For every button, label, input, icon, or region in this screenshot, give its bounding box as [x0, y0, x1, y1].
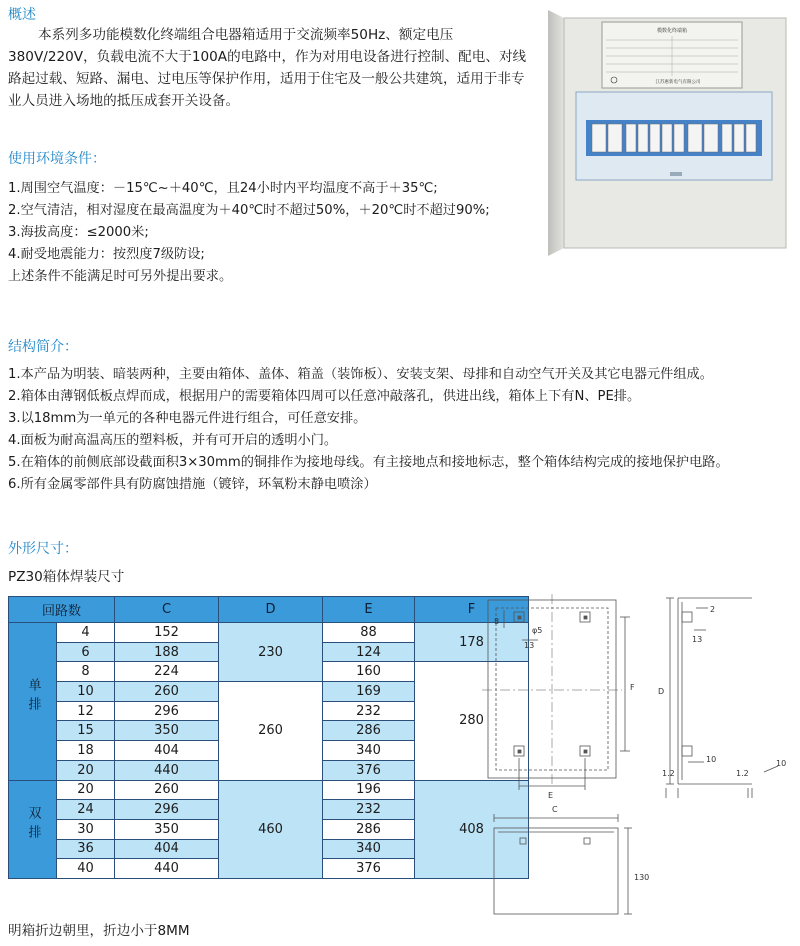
- cell-f: 280: [415, 662, 529, 780]
- cell-c: 260: [115, 780, 219, 800]
- header-c: C: [115, 597, 219, 623]
- cell-circuits: 10: [57, 682, 115, 702]
- footer-note: 明箱折边朝里，折边小于8MM: [8, 923, 190, 939]
- overview-title: 概述: [8, 7, 36, 23]
- label-f: F: [630, 683, 635, 692]
- cell-circuits: 40: [57, 859, 115, 879]
- label-10-outer: 10: [776, 759, 787, 768]
- cell-e: 286: [323, 819, 415, 839]
- cell-circuits: 4: [57, 623, 115, 643]
- header-circuits: 回路数: [9, 597, 115, 623]
- dimension-table: [8, 596, 529, 879]
- cell-c: 224: [115, 662, 219, 682]
- cell-c: 296: [115, 800, 219, 820]
- cell-e: 232: [323, 800, 415, 820]
- label-e: E: [548, 791, 554, 800]
- cell-c: 404: [115, 741, 219, 761]
- cell-circuits: 36: [57, 839, 115, 859]
- cell-circuits: 12: [57, 701, 115, 721]
- cell-e: 286: [323, 721, 415, 741]
- cell-c: 260: [115, 682, 219, 702]
- cell-d: 230: [219, 623, 323, 682]
- side-view: [658, 598, 786, 798]
- label-13-side: 13: [692, 635, 703, 644]
- cell-d: 460: [219, 780, 323, 878]
- cell-circuits: 15: [57, 721, 115, 741]
- cell-circuits: 20: [57, 760, 115, 780]
- double-row-label: 双排: [9, 780, 57, 878]
- label-10-inner: 10: [706, 755, 717, 764]
- top-view: [494, 805, 649, 914]
- structure-item: 4.面板为耐高温高压的塑料板，并有可开启的透明小门。: [8, 433, 338, 448]
- structure-title: 结构简介：: [8, 339, 78, 355]
- cell-e: 340: [323, 741, 415, 761]
- label-130: 130: [634, 873, 650, 882]
- cell-e: 340: [323, 839, 415, 859]
- table-row: [9, 780, 529, 800]
- label-1-2-right: 1.2: [736, 769, 749, 778]
- structure-item: 1.本产品为明装、暗装两种，主要由箱体、盖体、箱盖（装饰板）、安装支架、母排和自动空气开关及其它电器元件组成。: [8, 367, 713, 382]
- cell-c: 440: [115, 760, 219, 780]
- cell-c: 188: [115, 642, 219, 662]
- structure-item: 3.以18mm为一单元的各种电器元件进行组合，可任意安排。: [8, 411, 367, 426]
- header-f: F: [415, 597, 529, 623]
- label-8: 8: [494, 617, 500, 626]
- cell-e: 124: [323, 642, 415, 662]
- header-e: E: [323, 597, 415, 623]
- cell-c: 350: [115, 721, 219, 741]
- environment-title: 使用环境条件：: [8, 151, 106, 167]
- label-phi5: φ5: [532, 626, 543, 635]
- cell-c: 152: [115, 623, 219, 643]
- cell-f: 408: [415, 780, 529, 878]
- overview-text: 本系列多功能模数化终端组合电器箱适用于交流频率50Hz、额定电压380V/220V，负载电流不大于100A的电路中，作为对用电设备进行控制、配电、对线路起过载、短路、漏电、过电压等保护作用，适用于住宅及一般公共建筑，适用于非专业人员进入场地的抵压成套开关设备。: [8, 27, 527, 109]
- label-2: 2: [710, 605, 716, 614]
- cell-c: 440: [115, 859, 219, 879]
- header-d: D: [219, 597, 323, 623]
- door-latch: [670, 172, 682, 176]
- cell-c: 296: [115, 701, 219, 721]
- nameplate-company: 江苏惠新电气有限公司: [655, 80, 701, 85]
- environment-item: 2.空气清洁，相对湿度在最高温度为＋40℃时不超过50%，＋20℃时不超过90%;: [8, 203, 490, 218]
- cell-e: 232: [323, 701, 415, 721]
- structure-item: 2.箱体由薄钢低板点焊而成，根据用户的需要箱体四周可以任意冲敲落孔，供进出线，箱体上下有N、PE排。: [8, 389, 641, 404]
- cell-circuits: 20: [57, 780, 115, 800]
- product-photo: [540, 8, 796, 258]
- label-c: C: [552, 805, 558, 814]
- cell-e: 88: [323, 623, 415, 643]
- nameplate-title: 模数化终端箱: [656, 28, 688, 34]
- table-row: [9, 623, 529, 643]
- technical-drawing: [480, 590, 796, 920]
- cell-e: 196: [323, 780, 415, 800]
- front-view: [482, 594, 635, 800]
- environment-list: [8, 178, 528, 288]
- cell-f: 178: [415, 623, 529, 662]
- dimensions-title: 外形尺寸：: [8, 541, 78, 557]
- label-13: 13: [524, 641, 535, 650]
- structure-item: 6.所有金属零部件具有防腐蚀措施（镀锌，环氧粉末静电喷涂）: [8, 477, 377, 492]
- cell-circuits: 6: [57, 642, 115, 662]
- cell-circuits: 8: [57, 662, 115, 682]
- cell-e: 160: [323, 662, 415, 682]
- structure-item: 5.在箱体的前侧底部设截面积3×30mm的铜排作为接地母线。有主接地点和接地标志，整个箱体结构完成的接地保护电路。: [8, 455, 729, 470]
- label-d: D: [658, 687, 665, 696]
- dimensions-subtitle: PZ30箱体焊装尺寸: [8, 569, 125, 585]
- cell-e: 376: [323, 859, 415, 879]
- cell-e: 169: [323, 682, 415, 702]
- box-side: [548, 10, 564, 256]
- label-1-2-left: 1.2: [662, 769, 675, 778]
- cell-c: 404: [115, 839, 219, 859]
- cell-circuits: 18: [57, 741, 115, 761]
- structure-list: [8, 364, 798, 496]
- environment-item: 4.耐受地震能力：按烈度7级防设;: [8, 247, 205, 262]
- cell-d: 260: [219, 682, 323, 780]
- environment-item: 1.周围空气温度：－15℃~＋40℃，且24小时内平均温度不高于＋35℃;: [8, 181, 438, 196]
- environment-item: 上述条件不能满足时可另外提出要求。: [8, 269, 233, 284]
- environment-item: 3.海拔高度：≤2000米;: [8, 225, 149, 240]
- cell-e: 376: [323, 760, 415, 780]
- cell-circuits: 30: [57, 819, 115, 839]
- cell-c: 350: [115, 819, 219, 839]
- single-row-label: 单排: [9, 623, 57, 781]
- cell-circuits: 24: [57, 800, 115, 820]
